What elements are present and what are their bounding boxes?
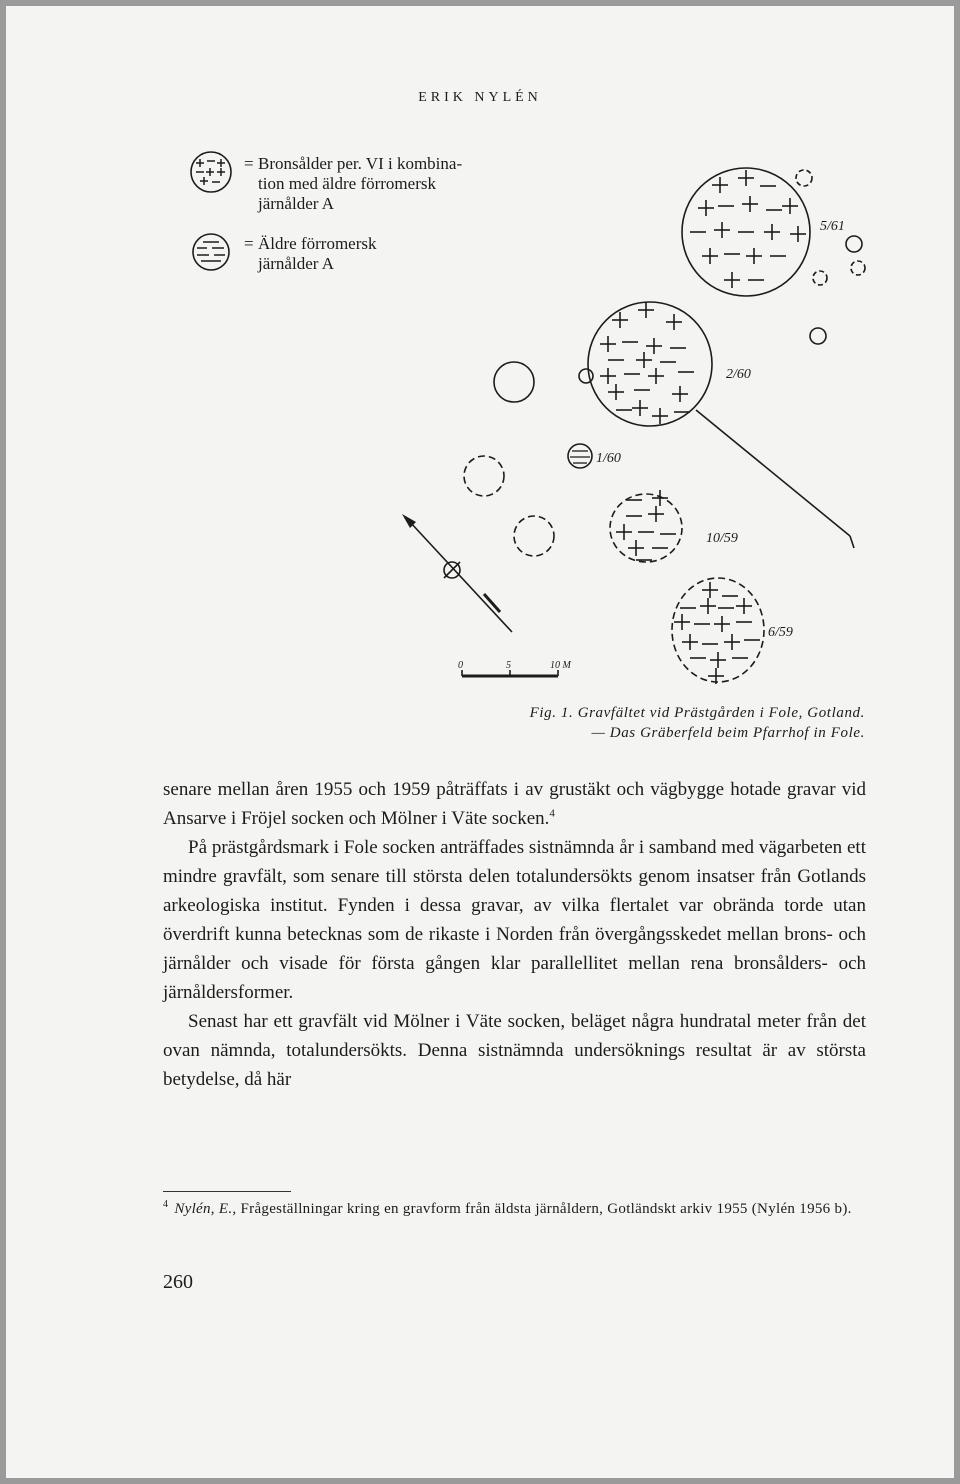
paragraph <box>163 775 866 833</box>
footnote-rule <box>163 1191 291 1192</box>
scale-label: 5 <box>506 660 511 671</box>
footnote-number: 4 <box>163 1199 169 1210</box>
caption-swedish: Fig. 1. Gravfältet vid Prästgården i Fole, Gotland. <box>529 705 865 721</box>
scale-label: 0 <box>458 660 463 671</box>
grave-label: 5/61 <box>820 219 845 234</box>
grave-label: 6/59 <box>768 625 793 640</box>
running-head: ERIK NYLÉN <box>418 90 542 105</box>
grave-fill-symbols <box>690 170 806 288</box>
grave-fill-symbols <box>600 302 694 424</box>
footnote-ref: 4 <box>549 807 555 820</box>
figure-caption <box>380 703 865 743</box>
grave-label: 10/59 <box>706 531 738 546</box>
legend-line: Bronsålder per. VI i kombina- <box>258 154 463 173</box>
footnote <box>163 1197 866 1222</box>
scale-label: 10 M <box>550 660 571 671</box>
caption-german: — Das Gräberfeld beim Pfarrhof in Fole. <box>591 725 865 741</box>
page-number: 260 <box>163 1271 193 1293</box>
paragraph: Senast har ett gravfält vid Mölner i Väte socken, beläget några hundratal meter från det ovan nämnda, totalundersökts. Denna sistnämnda undersöknings resultat är av största betydelse, då här <box>163 1011 866 1090</box>
footnote-text: Frågeställningar kring en gravform från äldsta järnåldern, Gotländskt arkiv 1955 (Nylén 1956 b). <box>240 1201 852 1217</box>
legend-line: järnålder A <box>258 194 334 213</box>
legend-line: Äldre förromersk <box>258 234 377 253</box>
footnote-author: Nylén, E., <box>174 1201 237 1217</box>
legend-line: järnålder A <box>258 254 334 273</box>
dash-circle-icon <box>188 230 238 280</box>
paragraph: På prästgårdsmark i Fole socken anträffades sistnämnda år i samband med vägarbeten ett mindre gravfält, som senare till största delen totalundersökts genom insatser från Gotlands arkeologiska institut. Fynden i dessa gravar, av vilka flertalet var obrända torde utan överdrift kunna betecknas som de rikaste i Norden från övergångsskedet mellan brons- och järnålder och visade för första gången klar parallellitet mellan rena bronsålders- och järnåldersformer. <box>163 837 866 1003</box>
grave-field-map <box>380 150 880 695</box>
legend-equals-1: = <box>244 154 254 173</box>
legend-line: tion med äldre förromersk <box>258 174 436 193</box>
grave-label: 2/60 <box>726 367 751 382</box>
cross-dash-circle-icon <box>188 150 238 200</box>
body-text <box>163 775 866 1094</box>
grave-label: 1/60 <box>596 451 621 466</box>
grave-circle <box>588 302 712 426</box>
legend-equals-2: = <box>244 234 254 253</box>
paragraph-text: senare mellan åren 1955 och 1959 påträffats i av grustäkt och vägbygge hotade gravar vid Ansarve i Fröjel socken och Mölner i Väte socken. <box>163 779 866 829</box>
